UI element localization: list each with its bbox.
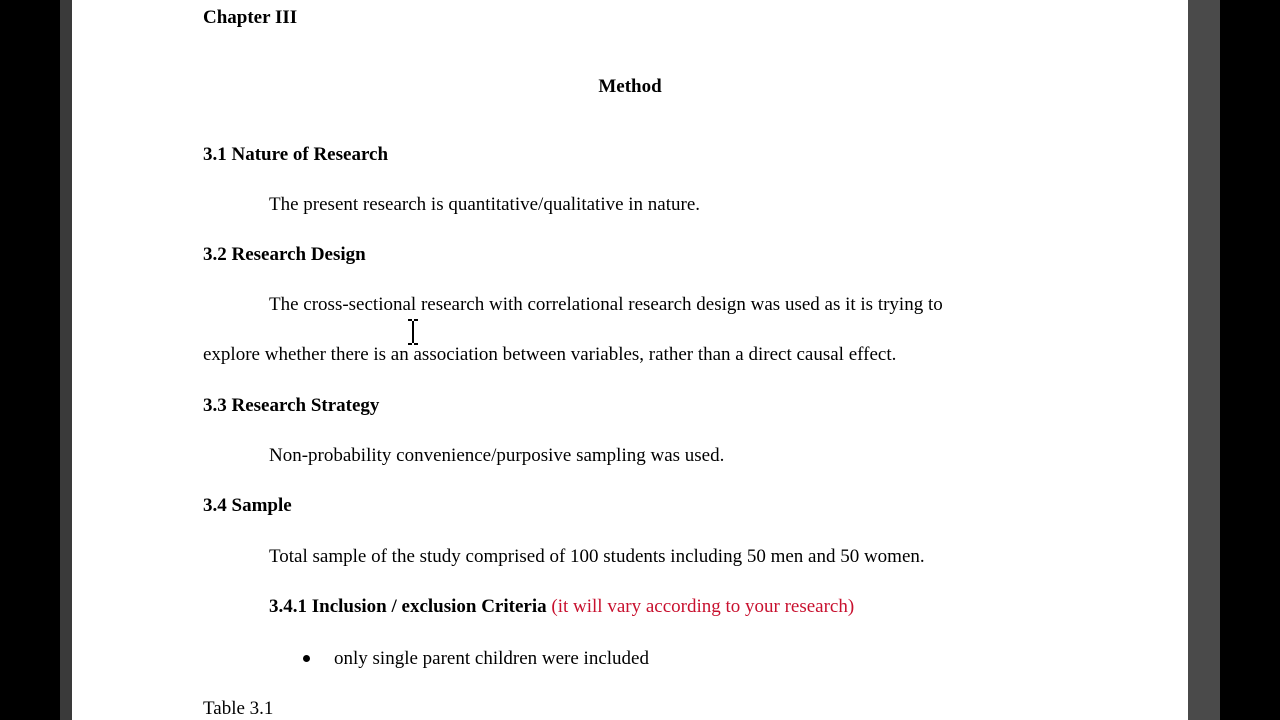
right-page-shadow xyxy=(1188,0,1220,720)
section-title: Method xyxy=(598,76,662,97)
heading-3-4: 3.4 Sample xyxy=(203,495,292,516)
left-page-shadow xyxy=(60,0,72,720)
bullet-item: only single parent children were included xyxy=(334,648,649,669)
heading-3-2: 3.2 Research Design xyxy=(203,244,366,265)
table-caption: Table 3.1 xyxy=(203,698,274,719)
bullet-dot-icon xyxy=(303,655,310,662)
paragraph-3-3: Non-probability convenience/purposive sampling was used. xyxy=(269,445,725,466)
document-page[interactable] xyxy=(72,0,1188,720)
paragraph-3-4: Total sample of the study comprised of 100 students including 50 men and 50 women. xyxy=(269,546,925,567)
heading-3-1: 3.1 Nature of Research xyxy=(203,144,389,165)
subheading-3-4-1 xyxy=(269,595,854,619)
subheading-3-4-1-label: 3.4.1 Inclusion / exclusion Criteria xyxy=(269,596,547,617)
text-ibeam-cursor-icon xyxy=(406,318,420,346)
paragraph-3-2-line-2: explore whether there is an association between variables, rather than a direct causal effect. xyxy=(203,344,897,365)
paragraph-3-1: The present research is quantitative/qualitative in nature. xyxy=(269,194,701,215)
right-margin-background xyxy=(1220,0,1280,720)
subheading-note: (it will vary according to your research) xyxy=(551,596,855,617)
heading-3-3: 3.3 Research Strategy xyxy=(203,395,380,416)
paragraph-3-2-line-1: The cross-sectional research with correlational research design was used as it is trying to xyxy=(269,294,943,315)
chapter-heading: Chapter III xyxy=(203,7,298,28)
